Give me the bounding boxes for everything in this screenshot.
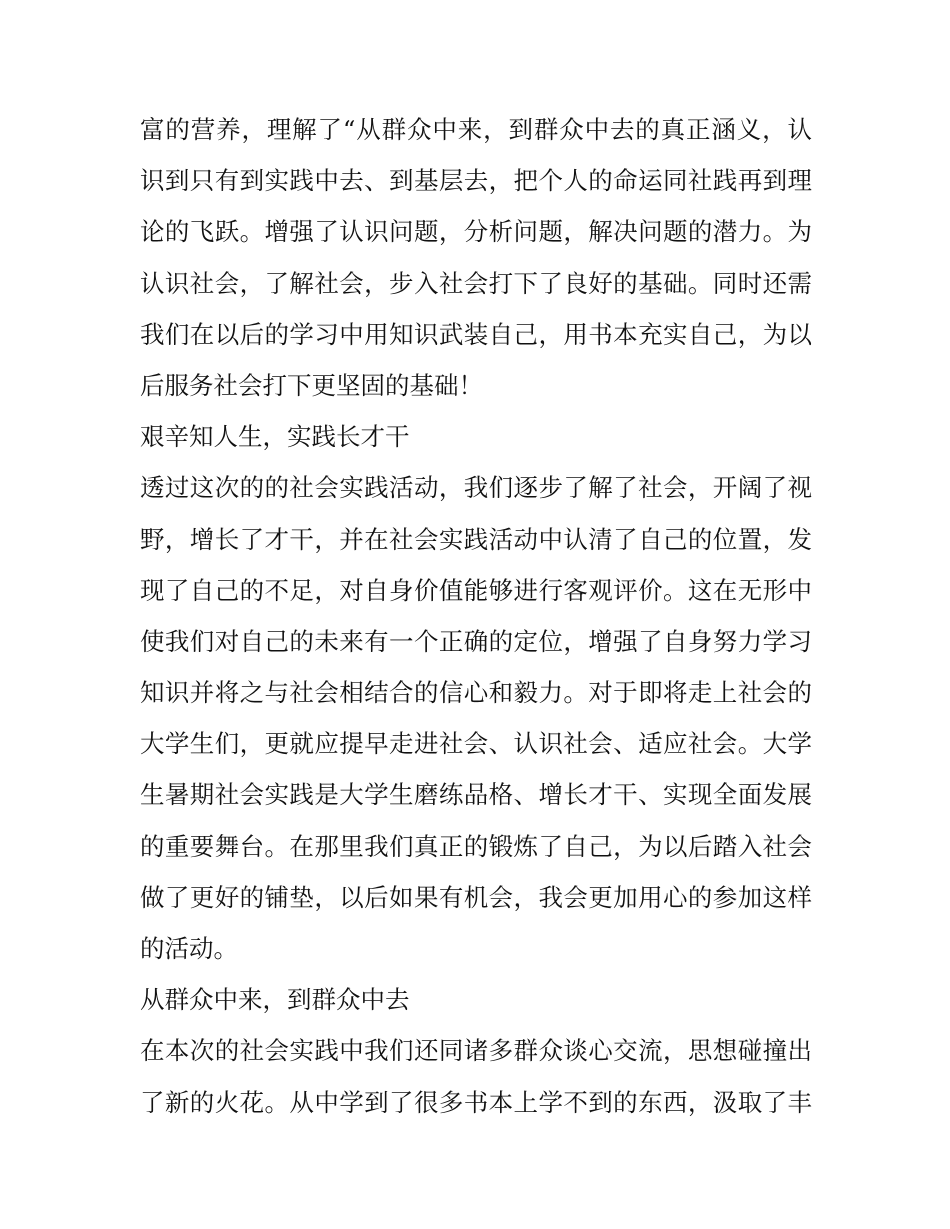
text-line: 现了自己的不足，对自身价值能够进行客观评价。这在无形中 xyxy=(140,575,812,605)
text-line: 从群众中来，到群众中去 xyxy=(140,985,410,1015)
text-line: 识到只有到实践中去、到基层去，把个人的命运同社践再到理 xyxy=(140,166,812,196)
text-line: 了新的火花。从中学到了很多书本上学不到的东西，汲取了丰 xyxy=(140,1087,812,1117)
text-line: 生暑期社会实践是大学生磨练品格、增长才干、实现全面发展 xyxy=(140,780,812,810)
text-line: 的活动。 xyxy=(140,934,238,963)
text-line: 我们在以后的学习中用知识武装自己，用书本充实自己，为以 xyxy=(140,319,812,349)
text-line: 后服务社会打下更坚固的基础！ xyxy=(140,370,483,400)
text-line: 知识并将之与社会相结合的信心和毅力。对于即将走上社会的 xyxy=(140,678,812,708)
text-line: 使我们对自己的未来有一个正确的定位，增强了自身努力学习 xyxy=(140,626,812,656)
text-line: 做了更好的铺垫，以后如果有机会，我会更加用心的参加这样 xyxy=(140,882,812,912)
body-text xyxy=(140,104,812,1128)
text-line: 的重要舞台。在那里我们真正的锻炼了自己，为以后踏入社会 xyxy=(140,831,812,861)
text-line: 艰辛知人生，实践长才干 xyxy=(140,422,410,452)
text-line: 论的飞跃。增强了认识问题，分析问题，解决问题的潜力。为 xyxy=(140,217,812,247)
text-line: 富的营养，理解了“从群众中来，到群众中去的真正涵义，认 xyxy=(140,115,812,144)
text-line: 大学生们，更就应提早走进社会、认识社会、适应社会。大学 xyxy=(140,729,812,759)
text-line: 在本次的社会实践中我们还同诸多群众谈心交流，思想碰撞出 xyxy=(140,1036,812,1066)
text-line: 认识社会，了解社会，步入社会打下了良好的基础。同时还需 xyxy=(140,268,812,298)
text-line: 透过这次的的社会实践活动，我们逐步了解了社会，开阔了视 xyxy=(140,473,812,503)
text-line: 野，增长了才干，并在社会实践活动中认清了自己的位置，发 xyxy=(140,524,812,554)
